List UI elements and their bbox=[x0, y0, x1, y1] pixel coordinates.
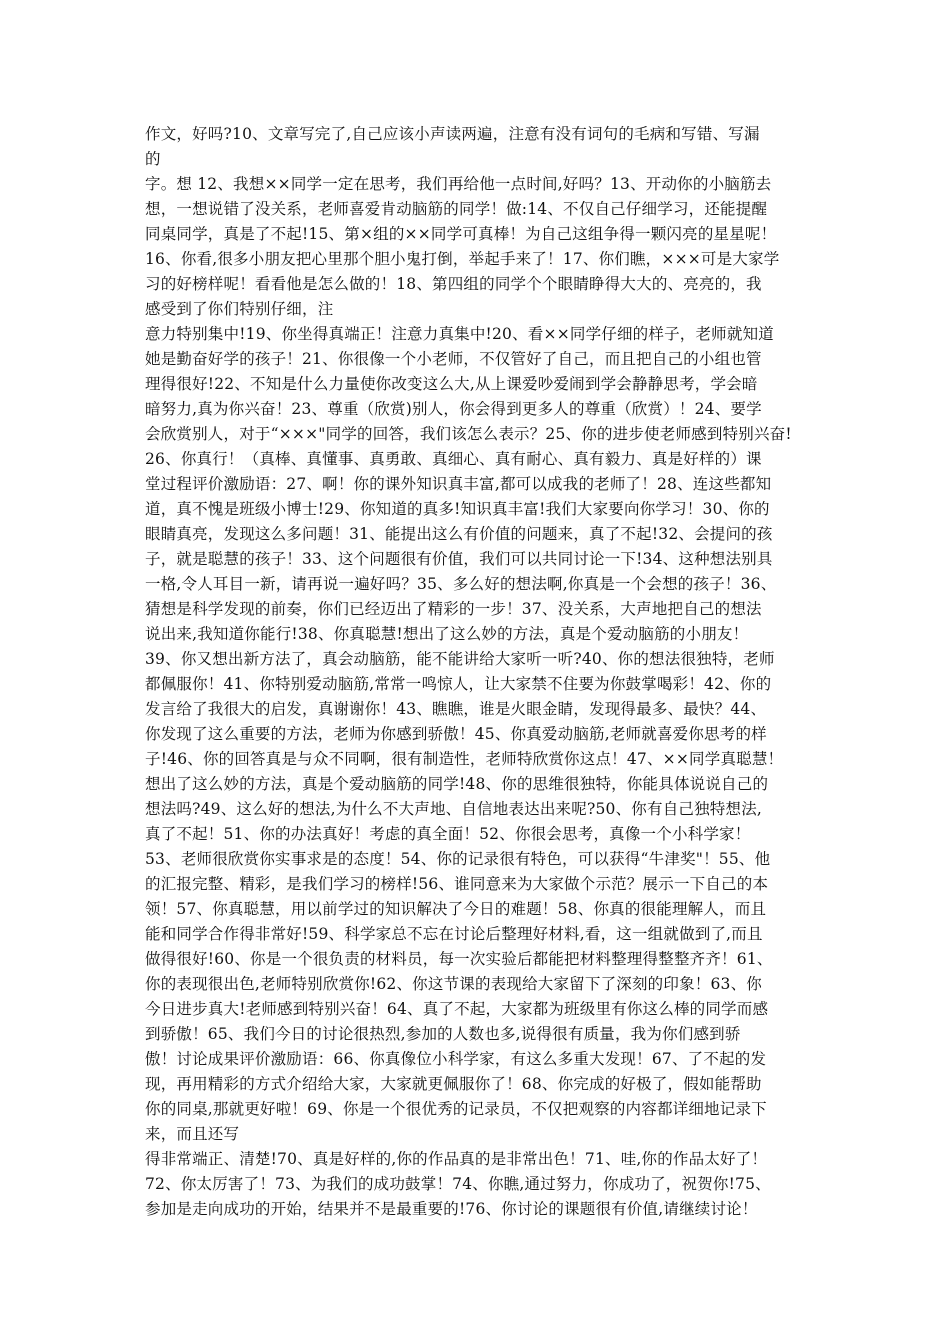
text-line: 领！57、你真聪慧，用以前学过的知识解决了今日的难题！58、你真的很能理解人，而且 bbox=[145, 900, 767, 918]
text-line: 会欣赏别人，对于“×××"同学的回答，我们该怎么表示？25、你的进步使老师感到特别兴奋! bbox=[145, 425, 792, 443]
text-line: 都佩服你！41、你特别爱动脑筋,常常一鸣惊人，让大家禁不住要为你鼓掌喝彩！42、你的 bbox=[145, 675, 772, 693]
text-line: 得非常端正、清楚!70、真是好样的,你的作品真的是非常出色！71、哇,你的作品太好了！ bbox=[145, 1150, 768, 1168]
text-line: 一格,令人耳目一新，请再说一遍好吗？35、多么好的想法啊,你真是一个会想的孩子！36、 bbox=[145, 575, 777, 593]
text-line: 的 bbox=[145, 150, 161, 168]
text-line: 39、你又想出新方法了，真会动脑筋，能不能讲给大家听一听?40、你的想法很独特，老师 bbox=[145, 650, 775, 668]
text-line: 今日进步真大!老师感到特别兴奋！64、真了不起，大家都为班级里有你这么棒的同学而感 bbox=[145, 1000, 769, 1018]
text-line: 真了不起！51、你的办法真好！考虑的真全面！52、你很会思考，真像一个小科学家！ bbox=[145, 825, 751, 843]
text-line: 你的同桌,那就更好啦！69、你是一个很优秀的记录员，不仅把观察的内容都详细地记录下 bbox=[145, 1100, 767, 1118]
text-line: 作文，好吗?10、文章写完了,自己应该小声读两遍，注意有没有词句的毛病和写错、写漏 bbox=[145, 125, 760, 143]
text-line: 猜想是科学发现的前奏，你们已经迈出了精彩的一步！37、没关系，大声地把自己的想法 bbox=[145, 600, 762, 618]
text-line: 现，再用精彩的方式介绍给大家，大家就更佩服你了！68、你完成的好极了，假如能帮助 bbox=[145, 1075, 762, 1093]
text-line: 意力特别集中!19、你坐得真端正！注意力真集中!20、看××同学仔细的样子，老师就知道 bbox=[145, 325, 774, 343]
text-line: 想法吗?49、这么好的想法,为什么不大声地、自信地表达出来呢?50、你有自己独特想法, bbox=[145, 800, 763, 818]
text-line: 子，就是聪慧的孩子！33、这个问题很有价值，我们可以共同讨论一下!34、这种想法别具 bbox=[145, 550, 773, 568]
text-line: 想，一想说错了没关系，老师喜爱肯动脑筋的同学！做:14、不仅自己仔细学习，还能提醒 bbox=[145, 200, 768, 218]
text-line: 72、你太厉害了！73、为我们的成功鼓掌！74、你瞧,通过努力，你成功了，祝贺你!75、 bbox=[145, 1175, 771, 1193]
text-line: 字。想 12、我想××同学一定在思考，我们再给他一点时间,好吗？13、开动你的小脑筋去 bbox=[145, 175, 772, 193]
text-line: 16、你看,很多小朋友把心里那个胆小鬼打倒，举起手来了！17、你们瞧，×××可是大家学 bbox=[145, 250, 780, 268]
text-line: 傲！讨论成果评价激励语：66、你真像位小科学家，有这么多重大发现！67、了不起的发 bbox=[145, 1050, 767, 1068]
text-line: 想出了这么妙的方法，真是个爱动脑筋的同学!48、你的思维很独特，你能具体说说自己的 bbox=[145, 775, 769, 793]
text-line: 53、老师很欣赏你实事求是的态度！54、你的记录很有特色，可以获得“牛津奖"！55、他 bbox=[145, 850, 771, 868]
text-line: 参加是走向成功的开始，结果并不是最重要的!76、你讨论的课题很有价值,请继续讨论！ bbox=[145, 1200, 758, 1218]
text-line: 暗努力,真为你兴奋！23、尊重（欣赏)别人，你会得到更多人的尊重（欣赏）！24、要学 bbox=[145, 400, 762, 418]
text-line: 同桌同学，真是了不起!15、第×组的××同学可真棒！为自己这组争得一颗闪亮的星星呢！ bbox=[145, 225, 777, 243]
text-line: 她是勤奋好学的孩子！21、你很像一个小老师，不仅管好了自己，而且把自己的小组也管 bbox=[145, 350, 762, 368]
text-line: 道，真不愧是班级小博士!29、你知道的真多!知识真丰富!我们大家要向你学习！30、你的 bbox=[145, 500, 770, 518]
text-line: 的汇报完整、精彩，是我们学习的榜样!56、谁同意来为大家做个示范？展示一下自己的本 bbox=[145, 875, 769, 893]
text-line: 习的好榜样呢！看看他是怎么做的！18、第四组的同学个个眼睛睁得大大的、亮亮的，我 bbox=[145, 275, 762, 293]
text-line: 26、你真行！（真棒、真懂事、真勇敢、真细心、真有耐心、真有毅力、真是好样的）课 bbox=[145, 450, 762, 468]
text-line: 到骄傲！65、我们今日的讨论很热烈,参加的人数也多,说得很有质量，我为你们感到骄 bbox=[145, 1025, 741, 1043]
text-line: 能和同学合作得非常好!59、科学家总不忘在讨论后整理好材料,看，这一组就做到了,而且 bbox=[145, 925, 763, 943]
text-line: 理得很好!22、不知是什么力量使你改变这么大,从上课爱吵爱闹到学会静静思考，学会暗 bbox=[145, 375, 758, 393]
text-line: 堂过程评价激励语：27、啊！你的课外知识真丰富,都可以成我的老师了！28、连这些都知 bbox=[145, 475, 772, 493]
text-line: 子!46、你的回答真是与众不同啊，很有制造性，老师特欣赏你这点！47、××同学真聪慧！ bbox=[145, 750, 784, 768]
text-line: 感受到了你们特别仔细，注 bbox=[145, 300, 334, 318]
text-line: 你的表现很出色,老师特别欣赏你!62、你这节课的表现给大家留下了深刻的印象！63、你 bbox=[145, 975, 763, 993]
text-line: 眼睛真亮，发现这么多问题！31、能提出这么有价值的问题来，真了不起!32、会提问的孩 bbox=[145, 525, 773, 543]
text-line: 来，而且还写 bbox=[145, 1125, 240, 1143]
text-line: 说出来,我知道你能行!38、你真聪慧!想出了这么妙的方法，真是个爱动脑筋的小朋友！ bbox=[145, 625, 749, 643]
text-line: 你发现了这么重要的方法，老师为你感到骄傲！45、你真爱动脑筋,老师就喜爱你思考的样 bbox=[145, 725, 767, 743]
text-line: 做得很好!60、你是一个很负责的材料员，每一次实验后都能把材料整理得整整齐齐！61、 bbox=[145, 950, 773, 968]
text-line: 发言给了我很大的启发，真谢谢你！43、瞧瞧，谁是火眼金睛，发现得最多、最快？44、 bbox=[145, 700, 767, 718]
